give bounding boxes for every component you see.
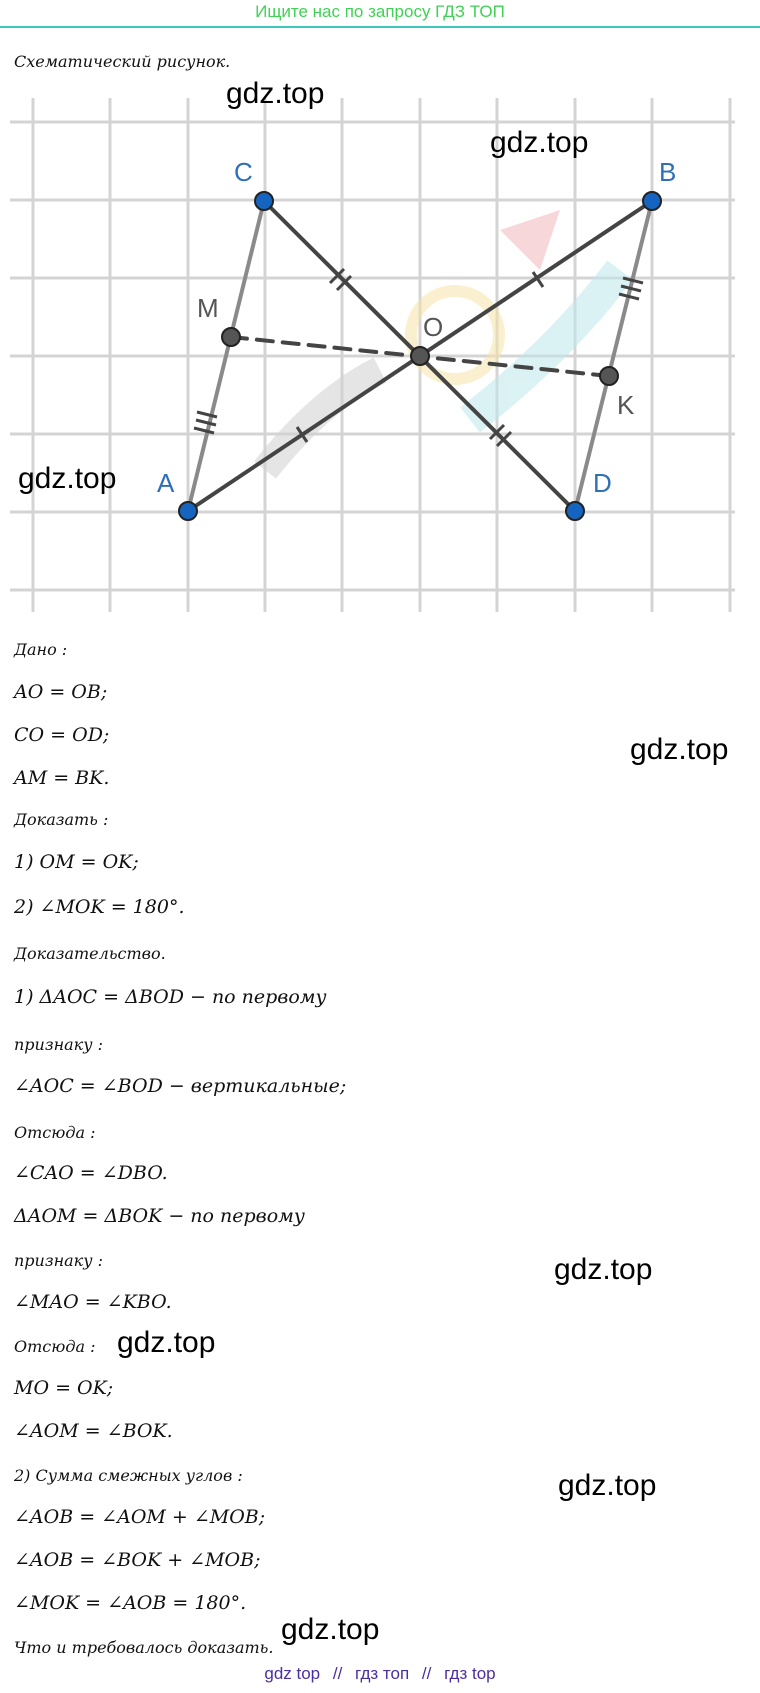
footer-separator: //	[421, 1664, 432, 1683]
label-k: K	[617, 390, 635, 420]
proof-line: ∠AOB = ∠BOK + ∠MOB;	[14, 1549, 261, 1571]
prove-heading: Доказать :	[14, 810, 109, 829]
label-b: B	[659, 157, 677, 187]
proof-line: Отсюда :	[14, 1337, 96, 1356]
proof-line: ∠CAO = ∠DBO.	[14, 1162, 168, 1184]
proof-line: признаку :	[14, 1251, 103, 1270]
point-c	[255, 192, 273, 210]
proof-line: ∠MOK = ∠AOB = 180°.	[14, 1592, 247, 1614]
label-d: D	[593, 468, 612, 498]
point-m	[222, 328, 240, 346]
grid	[10, 98, 735, 612]
proof-line: ∠AOC = ∠BOD − вертикальные;	[14, 1075, 347, 1097]
geometry-figure	[0, 90, 760, 615]
proof-line: ∠AOM = ∠BOK.	[14, 1420, 173, 1442]
prove-line: 1) OM = OK;	[14, 851, 139, 873]
proof-heading: Доказательство.	[14, 944, 166, 963]
given-line: CO = OD;	[14, 724, 110, 746]
footer-link[interactable]: гдз топ	[355, 1664, 410, 1683]
given-line: AM = BK.	[14, 767, 110, 789]
proof-line: ∠MAO = ∠KBO.	[14, 1291, 172, 1313]
prove-line: 2) ∠MOK = 180°.	[14, 896, 185, 918]
label-a: A	[157, 468, 175, 498]
label-c: C	[234, 157, 253, 187]
footer-separator: //	[332, 1664, 343, 1683]
given-line: AO = OB;	[14, 681, 108, 703]
watermark: gdz.top	[490, 126, 589, 159]
proof-conclusion: Что и требовалось доказать.	[14, 1638, 274, 1657]
watermark: gdz.top	[18, 462, 117, 495]
point-a	[179, 502, 197, 520]
proof-line: 2) Сумма смежных углов :	[14, 1466, 243, 1485]
point-k	[600, 367, 618, 385]
proof-line: ΔAOM = ΔBOK − по первому	[14, 1205, 305, 1227]
footer-links	[0, 1664, 760, 1684]
proof-line: MO = OK;	[14, 1377, 114, 1399]
top-banner[interactable]: Ищите нас по запросу ГДЗ ТОП	[0, 0, 760, 28]
watermark: gdz.top	[117, 1326, 216, 1359]
proof-line: признаку :	[14, 1035, 103, 1054]
watermark: gdz.top	[554, 1253, 653, 1286]
label-o: O	[423, 312, 444, 342]
watermark: gdz.top	[558, 1469, 657, 1502]
footer-link[interactable]: gdz top	[264, 1664, 321, 1683]
point-d	[566, 502, 584, 520]
proof-line: ∠AOB = ∠AOM + ∠MOB;	[14, 1506, 266, 1528]
given-heading: Дано :	[14, 640, 68, 659]
watermark: gdz.top	[281, 1613, 380, 1646]
watermark: gdz.top	[630, 733, 729, 766]
point-o	[411, 347, 429, 365]
figure-caption: Схематический рисунок.	[14, 52, 231, 71]
proof-line: 1) ΔAOC = ΔBOD − по первому	[14, 986, 327, 1008]
point-b	[643, 192, 661, 210]
footer-link[interactable]: гдз top	[444, 1664, 496, 1683]
watermark: gdz.top	[226, 77, 325, 110]
proof-line: Отсюда :	[14, 1123, 96, 1142]
label-m: M	[197, 293, 219, 323]
